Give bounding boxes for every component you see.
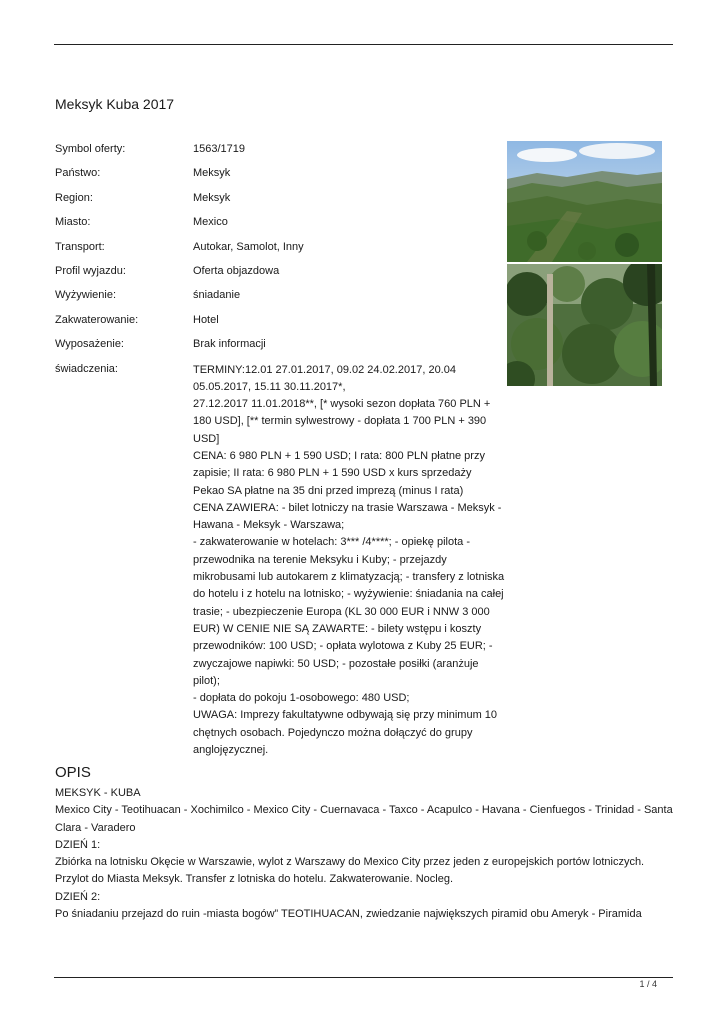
detail-row [55, 142, 505, 166]
detail-label: Profil wyjazdu: [55, 264, 126, 277]
detail-row [55, 288, 505, 312]
detail-label: Miasto: [55, 216, 91, 229]
terms-line: 27.12.2017 11.01.2018**, [* wysoki sezon dopłata 760 PLN + 180 USD], [** termin sylwestrowy - dopłata 1 700 PLN + 390 USD] [193, 398, 491, 445]
terms-line: TERMINY:12.01 27.01.2017, 09.02 24.02.2017, 20.04 05.05.2017, 15.11 30.11.2017*, [193, 363, 456, 393]
page-number: 1 / 4 [639, 979, 657, 989]
detail-label: Wyposażenie: [55, 338, 124, 351]
detail-row [55, 337, 505, 361]
detail-value: Oferta objazdowa [193, 264, 280, 277]
detail-value: 1563/1719 [193, 143, 245, 155]
description-text [55, 785, 680, 923]
detail-label: Region: [55, 191, 93, 204]
description-line: Po śniadaniu przejazd do ruin -miasta bogów” TEOTIHUACAN, zwiedzanie największych piramid obu Ameryk - Piramida [55, 908, 642, 921]
section-heading-opis: OPIS [55, 764, 91, 781]
detail-label: świadczenia: [55, 362, 118, 375]
description-line: MEKSYK - KUBA [55, 787, 141, 799]
header-rule [54, 44, 673, 45]
includes-line: CENA ZAWIERA: - bilet lotniczy na trasie Warszawa - Meksyk - Hawana - Meksyk - Warszawa; [193, 501, 502, 532]
detail-row [55, 264, 505, 288]
description-line: Przylot do Miasta Meksyk. Transfer z lotniska do hotelu. Zakwaterowanie. Nocleg. [55, 873, 454, 886]
detail-row [55, 313, 505, 337]
forest-photo [507, 264, 662, 386]
price-line: CENA: 6 980 PLN + 1 590 USD; I rata: 800 PLN płatne przy zapisie; II rata: 6 980 PLN + 1 590 USD x kurs sprzedaży Pekao SA płatne na 35 dni przed imprezą (minus I rata) [193, 450, 485, 497]
detail-label: Transport: [55, 240, 105, 253]
detail-value: Hotel [193, 313, 219, 326]
swiadczenia-text [193, 362, 505, 760]
includes-line: - zakwaterowanie w hotelach: 3*** /4****; - opiekę pilota - przewodnika na terenie Meksyku i Kuby; - przejazdy mikrobusami lub autokarem z klimatyzacją; - transfery z lotniska do hotelu i z hotelu na lotnisko; - wyżywienie: śniadania na całej trasie; - ubezpieczenie Europa (KL 30 000 EUR i NNW 3 000 EUR) W CENIE NIE SĄ ZAWARTE: - bilety wstępu i koszty przewodników: 100 USD; - opłata wylotowa z Kuby 25 EUR; - zwyczajowe napiwki: 50 USD; - pozostałe posiłki (aranżuje pilot); [193, 536, 505, 687]
day-heading: DZIEŃ 2: [55, 890, 101, 903]
offer-details [55, 142, 505, 759]
detail-row [55, 191, 505, 215]
detail-value: Autokar, Samolot, Inny [193, 240, 304, 253]
landscape-photo [507, 141, 662, 262]
detail-label: Państwo: [55, 167, 101, 180]
footer-rule [54, 977, 673, 978]
description-line: Zbiórka na lotnisku Okęcie w Warszawie, wylot z Warszawy do Mexico City przez jeden z europejskich portów lotniczych. [55, 856, 645, 869]
detail-row-swiadczenia [55, 362, 505, 760]
description-line: Mexico City - Teotihuacan - Xochimilco - Mexico City - Cuernavaca - Taxco - Acapulco - Havana - Cienfuegos - Trinidad - Santa Clara - Varadero [55, 804, 673, 834]
detail-value: Meksyk [193, 191, 231, 204]
detail-value: Brak informacji [193, 338, 266, 351]
detail-row [55, 166, 505, 190]
detail-value: śniadanie [193, 289, 241, 302]
supplement-line: - dopłata do pokoju 1-osobowego: 480 USD; [193, 692, 410, 705]
notice-line: UWAGA: Imprezy fakultatywne odbywają się przy minimum 10 chętnych osobach. Pojedynczo można dołączyć do grupy anglojęzycznej. [193, 709, 498, 757]
detail-value: Meksyk [193, 167, 231, 180]
detail-row [55, 240, 505, 264]
detail-label: Wyżywienie: [55, 289, 117, 302]
detail-label: Symbol oferty: [55, 143, 126, 155]
detail-row [55, 215, 505, 239]
page-title: Meksyk Kuba 2017 [55, 96, 175, 112]
detail-value: Mexico [193, 216, 228, 229]
day-heading: DZIEŃ 1: [55, 838, 101, 851]
detail-label: Zakwaterowanie: [55, 313, 139, 326]
